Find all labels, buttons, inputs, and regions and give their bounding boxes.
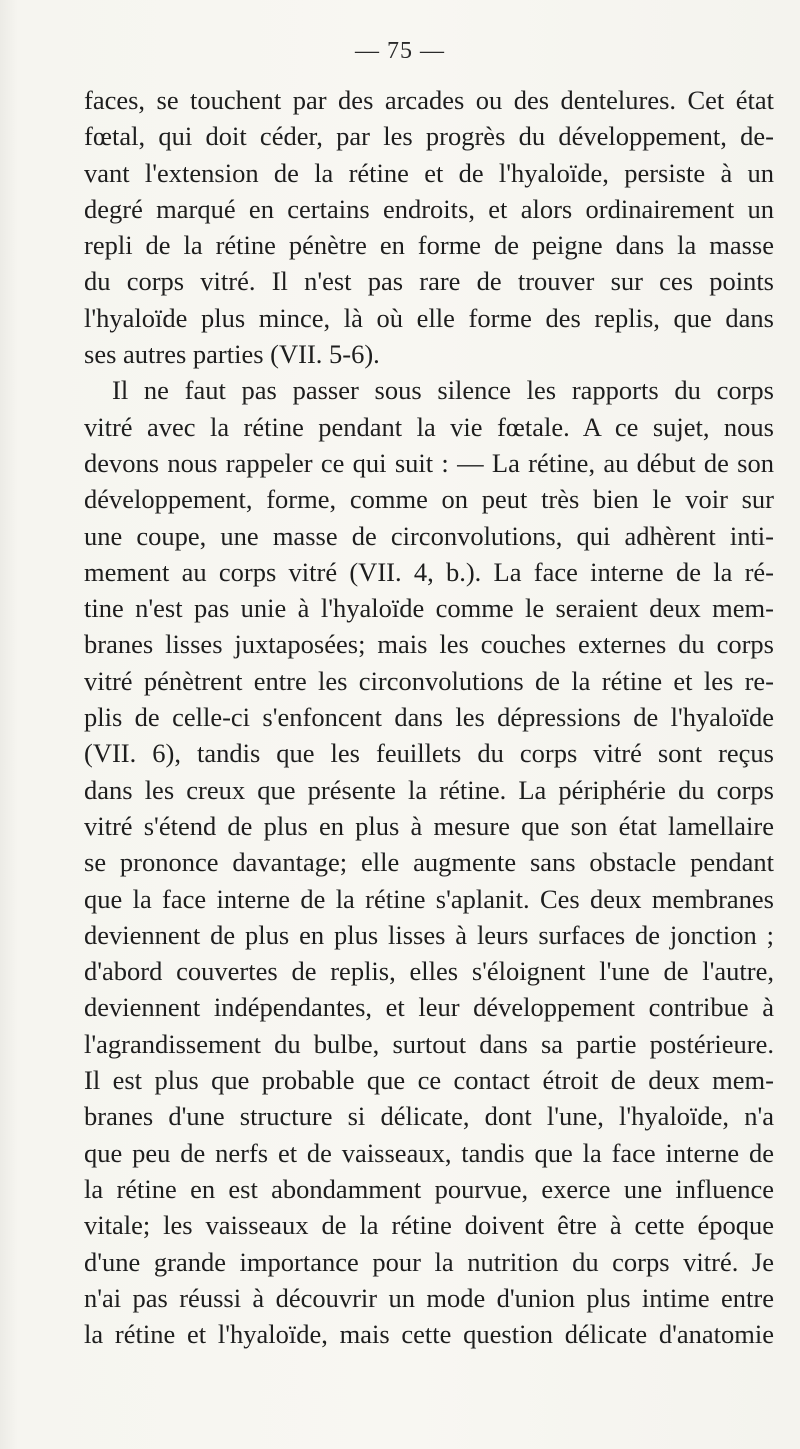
text-line: l'agrandissement du bulbe, surtout dans sa partie postérieure. <box>84 1028 774 1059</box>
text-line: du corps vitré. Il n'est pas rare de trouver sur ces points <box>84 266 774 297</box>
text-line: vitré avec la rétine pendant la vie fœtale. A ce sujet, nous <box>84 411 774 442</box>
text-line: vitré pénètrent entre les circonvolutions de la rétine et les re- <box>84 665 774 696</box>
text-line: Il ne faut pas passer sous silence les rapports du corps <box>112 375 774 406</box>
text-line: n'ai pas réussi à découvrir un mode d'union plus intime entre <box>84 1282 774 1313</box>
body-text <box>84 82 774 1352</box>
text-line: faces, se touchent par des arcades ou des dentelures. Cet état <box>84 85 774 115</box>
text-line: se prononce davantage; elle augmente sans obstacle pendant <box>84 847 774 878</box>
text-line: tine n'est pas unie à l'hyaloïde comme le seraient deux mem- <box>84 593 774 624</box>
text-line: la rétine en est abondamment pourvue, exerce une influence <box>84 1173 774 1204</box>
text-line: degré marqué en certains endroits, et alors ordinairement un <box>84 193 774 224</box>
text-line: développement, forme, comme on peut très bien le voir sur <box>84 484 774 515</box>
text-line: fœtal, qui doit céder, par les progrès du développement, de- <box>84 121 774 152</box>
text-line: plis de celle-ci s'enfoncent dans les dépressions de l'hyaloïde <box>84 702 774 733</box>
text-line: d'abord couvertes de replis, elles s'éloignent l'une de l'autre, <box>84 956 774 987</box>
text-line: vitré s'étend de plus en plus à mesure que son état lamellaire <box>84 810 774 841</box>
text-line: mement au corps vitré (VII. 4, b.). La face interne de la ré- <box>84 556 774 587</box>
text-line: d'une grande importance pour la nutrition du corps vitré. Je <box>84 1246 774 1277</box>
page-number: — 75 — <box>355 38 445 64</box>
text-line: que la face interne de la rétine s'aplanit. Ces deux membranes <box>84 883 774 914</box>
text-line: branes lisses juxtaposées; mais les couches externes du corps <box>84 629 774 660</box>
text-line: Il est plus que probable que ce contact étroit de deux mem- <box>84 1065 774 1096</box>
text-line: la rétine et l'hyaloïde, mais cette question délicate d'anatomie <box>84 1319 774 1350</box>
text-line: repli de la rétine pénètre en forme de peigne dans la masse <box>84 230 774 261</box>
text-line: devons nous rappeler ce qui suit : — La rétine, au début de son <box>84 447 774 478</box>
text-line: vitale; les vaisseaux de la rétine doivent être à cette époque <box>84 1210 774 1241</box>
text-line: dans les creux que présente la rétine. La périphérie du corps <box>84 774 774 805</box>
text-line: deviennent indépendantes, et leur développement contribue à <box>84 992 774 1023</box>
text-line: que peu de nerfs et de vaisseaux, tandis que la face interne de <box>84 1137 774 1168</box>
text-line: branes d'une structure si délicate, dont l'une, l'hyaloïde, n'a <box>84 1101 774 1132</box>
text-line: (VII. 6), tandis que les feuillets du corps vitré sont reçus <box>84 738 774 769</box>
text-line: l'hyaloïde plus mince, là où elle forme des replis, que dans <box>84 302 774 333</box>
text-line: ses autres parties (VII. 5-6). <box>84 339 380 370</box>
text-line: vant l'extension de la rétine et de l'hyaloïde, persiste à un <box>84 157 774 188</box>
text-line: une coupe, une masse de circonvolutions, qui adhèrent inti- <box>84 520 774 551</box>
text-line: deviennent de plus en plus lisses à leurs surfaces de jonction ; <box>84 919 774 950</box>
